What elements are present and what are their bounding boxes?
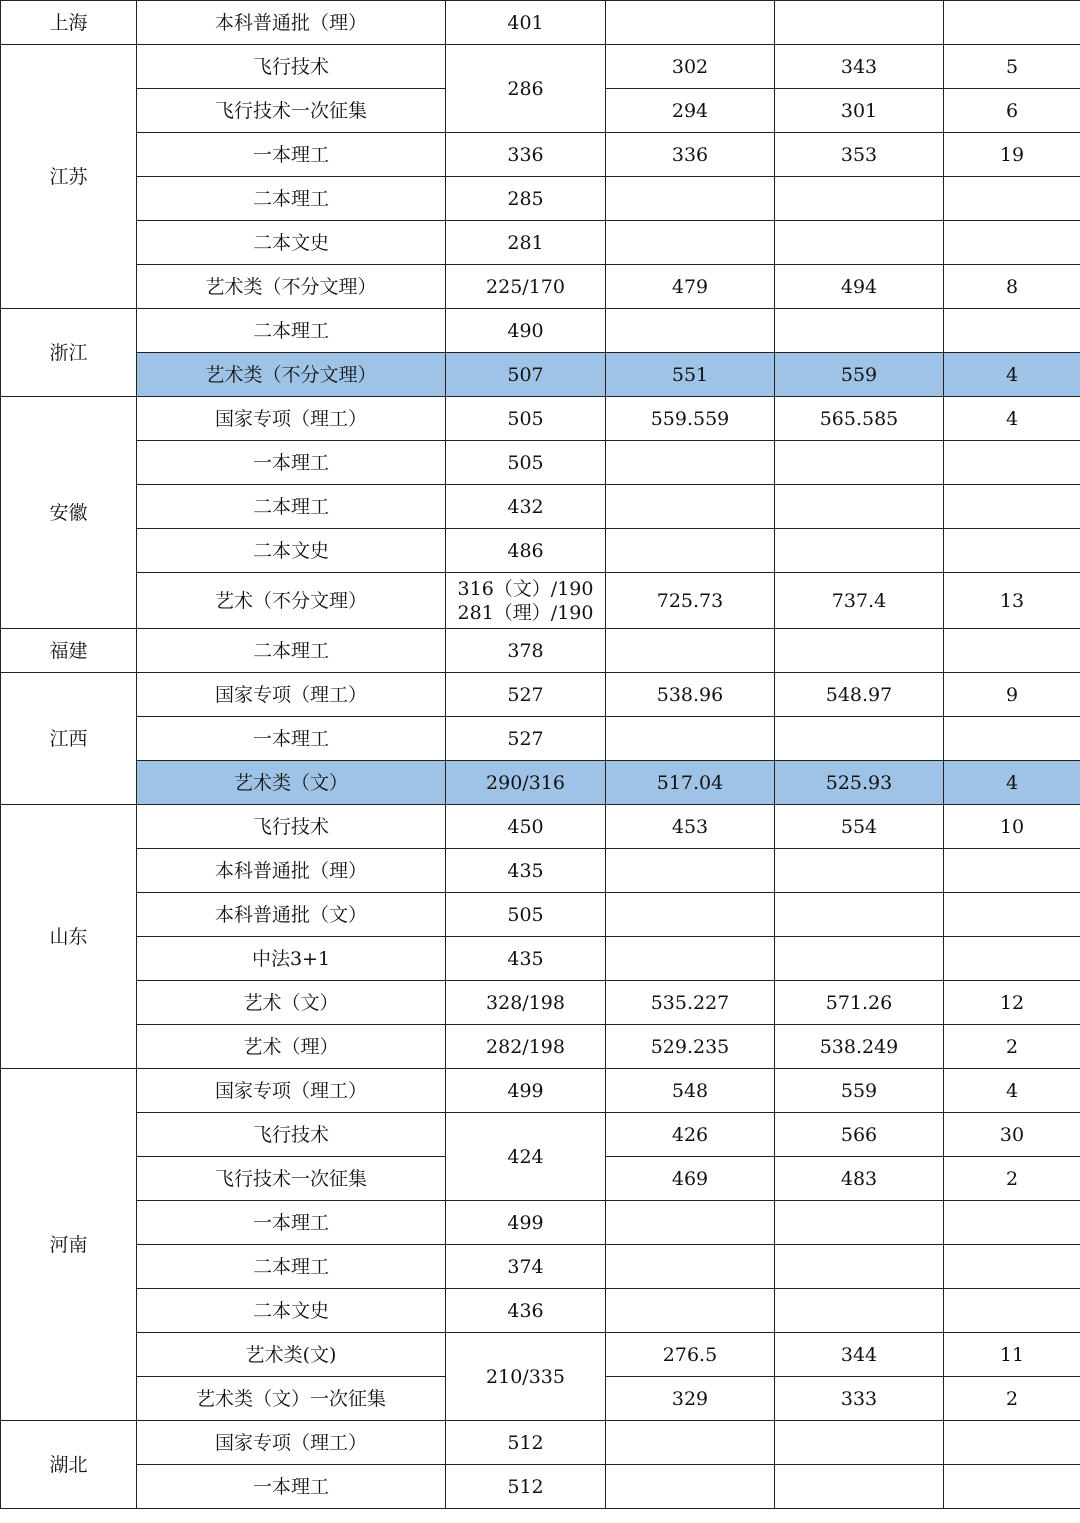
control-line-cell: 424	[446, 1113, 606, 1201]
table-row	[1, 177, 1080, 221]
highlighted-row	[1, 761, 1080, 805]
batch-cell: 二本文史	[137, 1289, 446, 1333]
batch-cell: 二本理工	[137, 629, 446, 673]
batch-cell: 二本文史	[137, 221, 446, 265]
min-score-cell: 529.235	[606, 1025, 775, 1069]
max-score-cell: 559	[775, 1069, 944, 1113]
batch-cell: 飞行技术	[137, 805, 446, 849]
min-score-cell	[606, 937, 775, 981]
table-row	[1, 397, 1080, 441]
max-score-cell: 344	[775, 1333, 944, 1377]
max-score-cell	[775, 221, 944, 265]
min-score-cell: 294	[606, 89, 775, 133]
count-cell	[944, 1245, 1080, 1289]
min-score-cell: 336	[606, 133, 775, 177]
count-cell	[944, 629, 1080, 673]
min-score-cell: 538.96	[606, 673, 775, 717]
count-cell: 19	[944, 133, 1080, 177]
control-line-cell: 527	[446, 717, 606, 761]
min-score-cell	[606, 1421, 775, 1465]
batch-cell: 飞行技术	[137, 45, 446, 89]
batch-cell: 艺术类（文）	[137, 761, 446, 805]
table-row	[1, 441, 1080, 485]
table-row	[1, 573, 1080, 629]
min-score-cell	[606, 309, 775, 353]
batch-cell: 艺术类(文)	[137, 1333, 446, 1377]
table-row	[1, 265, 1080, 309]
min-score-cell: 329	[606, 1377, 775, 1421]
max-score-cell: 554	[775, 805, 944, 849]
count-cell: 4	[944, 397, 1080, 441]
min-score-cell: 535.227	[606, 981, 775, 1025]
min-score-cell: 276.5	[606, 1333, 775, 1377]
count-cell: 8	[944, 265, 1080, 309]
min-score-cell: 559.559	[606, 397, 775, 441]
count-cell	[944, 1, 1080, 45]
batch-cell: 二本文史	[137, 529, 446, 573]
province-cell: 福建	[1, 629, 137, 673]
table-row	[1, 849, 1080, 893]
table-row	[1, 1465, 1080, 1509]
count-cell	[944, 221, 1080, 265]
min-score-cell	[606, 1245, 775, 1289]
batch-cell: 国家专项（理工）	[137, 1069, 446, 1113]
count-cell	[944, 1201, 1080, 1245]
max-score-cell	[775, 849, 944, 893]
table-row	[1, 485, 1080, 529]
min-score-cell	[606, 485, 775, 529]
max-score-cell: 525.93	[775, 761, 944, 805]
control-line-cell: 336	[446, 133, 606, 177]
batch-cell: 艺术（文）	[137, 981, 446, 1025]
province-cell: 安徽	[1, 397, 137, 629]
min-score-cell: 479	[606, 265, 775, 309]
control-line-cell: 486	[446, 529, 606, 573]
table-row	[1, 629, 1080, 673]
min-score-cell: 302	[606, 45, 775, 89]
count-cell: 13	[944, 573, 1080, 629]
batch-cell: 国家专项（理工）	[137, 673, 446, 717]
min-score-cell: 469	[606, 1157, 775, 1201]
control-line-cell: 282/198	[446, 1025, 606, 1069]
count-cell: 4	[944, 353, 1080, 397]
count-cell	[944, 485, 1080, 529]
batch-cell: 艺术类（不分文理）	[137, 353, 446, 397]
control-line-text: 281（理）/190	[457, 601, 594, 624]
max-score-cell	[775, 937, 944, 981]
control-line-text: 316（文）/190	[457, 577, 594, 600]
min-score-cell	[606, 893, 775, 937]
min-score-cell	[606, 529, 775, 573]
control-line-cell	[446, 573, 606, 629]
province-cell: 山东	[1, 805, 137, 1069]
max-score-cell: 301	[775, 89, 944, 133]
count-cell	[944, 1421, 1080, 1465]
max-score-cell: 559	[775, 353, 944, 397]
control-line-cell: 507	[446, 353, 606, 397]
count-cell	[944, 717, 1080, 761]
count-cell: 6	[944, 89, 1080, 133]
max-score-cell	[775, 309, 944, 353]
control-line-cell: 290/316	[446, 761, 606, 805]
control-line-cell: 328/198	[446, 981, 606, 1025]
control-line-cell: 210/335	[446, 1333, 606, 1421]
control-line-cell: 285	[446, 177, 606, 221]
batch-cell: 本科普通批（文）	[137, 893, 446, 937]
min-score-cell	[606, 717, 775, 761]
count-cell: 2	[944, 1157, 1080, 1201]
control-line-cell: 505	[446, 893, 606, 937]
count-cell: 4	[944, 1069, 1080, 1113]
max-score-cell	[775, 1421, 944, 1465]
count-cell: 2	[944, 1025, 1080, 1069]
control-line-cell: 499	[446, 1069, 606, 1113]
table-row	[1, 717, 1080, 761]
count-cell	[944, 849, 1080, 893]
control-line-cell: 527	[446, 673, 606, 717]
batch-cell: 艺术（不分文理）	[137, 573, 446, 629]
table-row	[1, 1289, 1080, 1333]
min-score-cell	[606, 1201, 775, 1245]
control-line-cell: 435	[446, 849, 606, 893]
province-cell: 江苏	[1, 45, 137, 309]
control-line-cell: 281	[446, 221, 606, 265]
batch-cell: 飞行技术一次征集	[137, 89, 446, 133]
table-row	[1, 673, 1080, 717]
min-score-cell	[606, 849, 775, 893]
min-score-cell	[606, 441, 775, 485]
count-cell: 30	[944, 1113, 1080, 1157]
batch-cell: 二本理工	[137, 485, 446, 529]
max-score-cell	[775, 629, 944, 673]
table-row	[1, 1333, 1080, 1377]
batch-cell: 一本理工	[137, 1201, 446, 1245]
count-cell	[944, 1289, 1080, 1333]
table-row	[1, 221, 1080, 265]
count-cell	[944, 893, 1080, 937]
control-line-cell: 505	[446, 441, 606, 485]
batch-cell: 艺术（理）	[137, 1025, 446, 1069]
max-score-cell	[775, 1201, 944, 1245]
count-cell: 12	[944, 981, 1080, 1025]
control-line-cell: 512	[446, 1465, 606, 1509]
table-row	[1, 1069, 1080, 1113]
count-cell: 11	[944, 1333, 1080, 1377]
max-score-cell	[775, 893, 944, 937]
count-cell: 5	[944, 45, 1080, 89]
min-score-cell	[606, 1289, 775, 1333]
control-line-cell: 512	[446, 1421, 606, 1465]
batch-cell: 艺术类（文）一次征集	[137, 1377, 446, 1421]
min-score-cell	[606, 1465, 775, 1509]
min-score-cell: 426	[606, 1113, 775, 1157]
batch-cell: 一本理工	[137, 133, 446, 177]
max-score-cell: 353	[775, 133, 944, 177]
count-cell: 9	[944, 673, 1080, 717]
max-score-cell: 483	[775, 1157, 944, 1201]
table-row	[1, 1201, 1080, 1245]
batch-cell: 二本理工	[137, 177, 446, 221]
max-score-cell: 548.97	[775, 673, 944, 717]
max-score-cell	[775, 1, 944, 45]
min-score-cell: 548	[606, 1069, 775, 1113]
control-line-cell: 374	[446, 1245, 606, 1289]
table-row	[1, 805, 1080, 849]
province-cell: 上海	[1, 1, 137, 45]
batch-cell: 一本理工	[137, 717, 446, 761]
batch-cell: 一本理工	[137, 1465, 446, 1509]
table-row	[1, 937, 1080, 981]
batch-cell: 本科普通批（理）	[137, 1, 446, 45]
control-line-cell: 436	[446, 1289, 606, 1333]
count-cell: 2	[944, 1377, 1080, 1421]
table-row	[1, 133, 1080, 177]
batch-cell: 一本理工	[137, 441, 446, 485]
min-score-cell	[606, 1, 775, 45]
table-row	[1, 981, 1080, 1025]
control-line-cell: 505	[446, 397, 606, 441]
table-row	[1, 1113, 1080, 1157]
province-cell: 江西	[1, 673, 137, 805]
province-cell: 河南	[1, 1069, 137, 1421]
batch-cell: 中法3+1	[137, 937, 446, 981]
table-row	[1, 309, 1080, 353]
count-cell: 4	[944, 761, 1080, 805]
control-line-cell: 435	[446, 937, 606, 981]
batch-cell: 飞行技术	[137, 1113, 446, 1157]
min-score-cell: 517.04	[606, 761, 775, 805]
table-row	[1, 529, 1080, 573]
batch-cell: 国家专项（理工）	[137, 397, 446, 441]
control-line-cell: 286	[446, 45, 606, 133]
max-score-cell: 737.4	[775, 573, 944, 629]
max-score-cell: 333	[775, 1377, 944, 1421]
min-score-cell: 551	[606, 353, 775, 397]
max-score-cell: 538.249	[775, 1025, 944, 1069]
max-score-cell	[775, 177, 944, 221]
min-score-cell: 725.73	[606, 573, 775, 629]
max-score-cell	[775, 1465, 944, 1509]
count-cell	[944, 309, 1080, 353]
max-score-cell: 343	[775, 45, 944, 89]
province-cell: 浙江	[1, 309, 137, 397]
highlighted-row	[1, 353, 1080, 397]
count-cell	[944, 177, 1080, 221]
batch-cell: 国家专项（理工）	[137, 1421, 446, 1465]
batch-cell: 本科普通批（理）	[137, 849, 446, 893]
batch-cell: 二本理工	[137, 309, 446, 353]
control-line-cell: 432	[446, 485, 606, 529]
table-row	[1, 1421, 1080, 1465]
max-score-cell	[775, 717, 944, 761]
batch-cell: 艺术类（不分文理）	[137, 265, 446, 309]
control-line-cell: 401	[446, 1, 606, 45]
table-row	[1, 1245, 1080, 1289]
max-score-cell: 571.26	[775, 981, 944, 1025]
min-score-cell	[606, 221, 775, 265]
count-cell: 10	[944, 805, 1080, 849]
batch-cell: 二本理工	[137, 1245, 446, 1289]
table-row	[1, 45, 1080, 89]
count-cell	[944, 529, 1080, 573]
max-score-cell: 566	[775, 1113, 944, 1157]
count-cell	[944, 441, 1080, 485]
control-line-cell: 499	[446, 1201, 606, 1245]
province-cell: 湖北	[1, 1421, 137, 1509]
max-score-cell	[775, 529, 944, 573]
max-score-cell	[775, 441, 944, 485]
control-line-cell: 378	[446, 629, 606, 673]
max-score-cell	[775, 1245, 944, 1289]
table-row	[1, 893, 1080, 937]
table-row	[1, 1, 1080, 45]
batch-cell: 飞行技术一次征集	[137, 1157, 446, 1201]
min-score-cell	[606, 629, 775, 673]
control-line-cell: 225/170	[446, 265, 606, 309]
control-line-cell: 490	[446, 309, 606, 353]
max-score-cell	[775, 485, 944, 529]
table-row	[1, 1025, 1080, 1069]
max-score-cell	[775, 1289, 944, 1333]
max-score-cell: 494	[775, 265, 944, 309]
control-line-cell: 450	[446, 805, 606, 849]
min-score-cell: 453	[606, 805, 775, 849]
min-score-cell	[606, 177, 775, 221]
count-cell	[944, 1465, 1080, 1509]
count-cell	[944, 937, 1080, 981]
max-score-cell: 565.585	[775, 397, 944, 441]
